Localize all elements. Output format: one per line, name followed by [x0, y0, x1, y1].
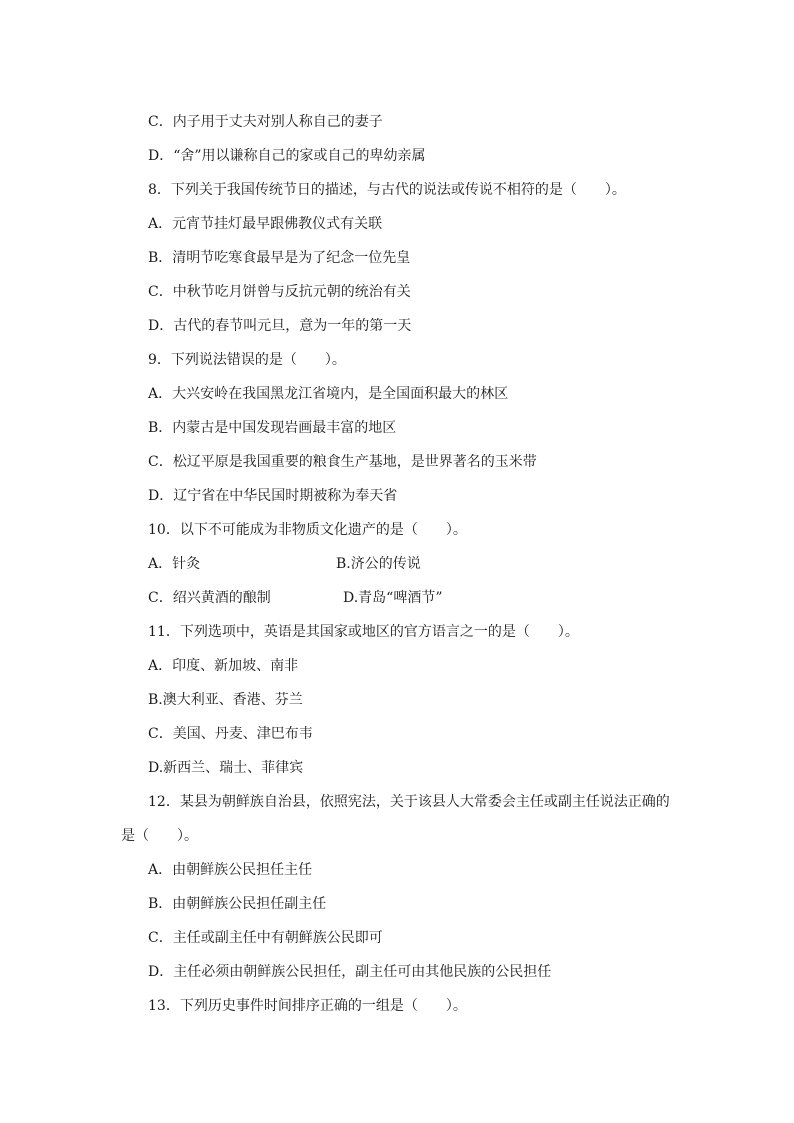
q10-option-c: C．绍兴黄酒的酿制 [148, 590, 271, 606]
question-12-continued: 是（ ）。 [121, 828, 198, 844]
question-10: 10．以下不可能成为非物质文化遗产的是（ ）。 [148, 522, 467, 538]
q9-option-d: D．辽宁省在中华民国时期被称为奉天省 [148, 488, 398, 504]
q10-options-row-1 [148, 554, 421, 574]
q8-option-c: C．中秋节吃月饼曾与反抗元朝的统治有关 [148, 284, 411, 300]
q8-option-a: A．元宵节挂灯最早跟佛教仪式有关联 [148, 216, 383, 232]
q11-option-d: D.新西兰、瑞士、菲律宾 [148, 760, 304, 776]
q10-option-b: B.济公的传说 [336, 556, 421, 572]
q12-option-b: B．由朝鲜族公民担任副主任 [148, 896, 327, 912]
q7-option-c: C．内子用于丈夫对别人称自己的妻子 [148, 114, 383, 130]
q9-option-a: A．大兴安岭在我国黑龙江省境内，是全国面积最大的林区 [148, 386, 509, 402]
question-9: 9．下列说法错误的是（ ）。 [148, 352, 346, 368]
question-13: 13．下列历史事件时间排序正确的一组是（ ）。 [148, 998, 467, 1014]
question-12: 12．某县为朝鲜族自治县，依照宪法，关于该县人大常委会主任或副主任说法正确的 [148, 794, 670, 810]
q9-option-b: B．内蒙古是中国发现岩画最丰富的地区 [148, 420, 397, 436]
q12-option-c: C．主任或副主任中有朝鲜族公民即可 [148, 930, 383, 946]
question-8: 8．下列关于我国传统节日的描述，与古代的说法或传说不相符的是（ ）。 [148, 182, 626, 198]
q9-option-c: C．松辽平原是我国重要的粮食生产基地，是世界著名的玉米带 [148, 454, 537, 470]
q11-option-c: C．美国、丹麦、津巴布韦 [148, 726, 313, 742]
q12-option-a: A．由朝鲜族公民担任主任 [148, 862, 313, 878]
q10-options-row-2 [148, 588, 443, 608]
q8-option-b: B．清明节吃寒食最早是为了纪念一位先皇 [148, 250, 411, 266]
q8-option-d: D．古代的春节叫元旦，意为一年的第一天 [148, 318, 412, 334]
question-11: 11．下列选项中，英语是其国家或地区的官方语言之一的是（ ）。 [148, 624, 579, 640]
q12-option-d: D．主任必须由朝鲜族公民担任，副主任可由其他民族的公民担任 [148, 964, 552, 980]
q7-option-d: D．“舍”用以谦称自己的家或自己的卑幼亲属 [148, 148, 426, 164]
q10-option-d: D.青岛“啤酒节” [343, 590, 443, 606]
q11-option-a: A．印度、新加坡、南非 [148, 658, 299, 674]
q10-option-a: A．针灸 [148, 556, 201, 572]
q11-option-b: B.澳大利亚、香港、芬兰 [148, 692, 303, 708]
